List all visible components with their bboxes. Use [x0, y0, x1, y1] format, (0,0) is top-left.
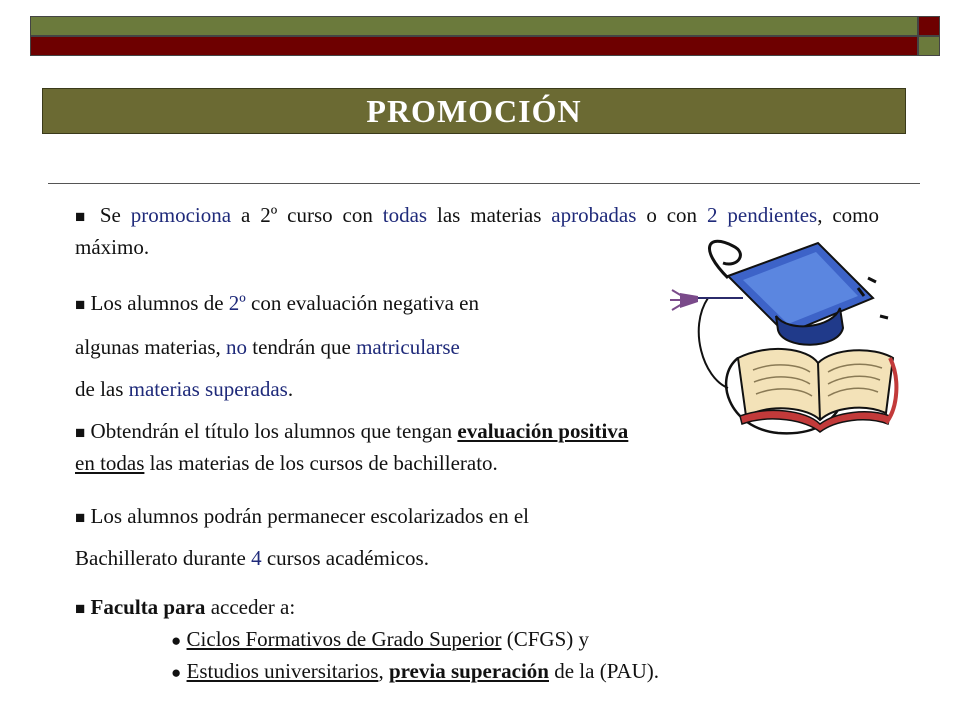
text: Bachillerato durante — [75, 546, 252, 570]
text: o con — [636, 203, 707, 227]
text: de las — [75, 377, 129, 401]
text: Se — [89, 203, 131, 227]
text-previa-superacion: previa superación — [388, 659, 549, 683]
graduation-cap-book-icon — [668, 238, 900, 456]
bullet: ● — [171, 631, 182, 650]
text: , — [378, 659, 389, 683]
text-matricularse: matricularse — [356, 335, 460, 359]
text: acceder a: — [205, 595, 296, 619]
line — [75, 368, 675, 410]
text: cursos académicos. — [261, 546, 429, 570]
paragraph-faculta — [75, 592, 835, 688]
line — [75, 282, 675, 326]
text-estudios-universitarios: Estudios universitarios — [186, 659, 379, 683]
text: las materias — [427, 203, 552, 227]
line — [75, 538, 775, 578]
text-evaluacion-positiva: evaluación positiva — [457, 419, 629, 443]
header-band-maroon — [30, 36, 918, 56]
text: tendrán que — [247, 335, 357, 359]
bullet: ■ — [75, 207, 90, 226]
list-item — [75, 656, 835, 688]
text: Obtendrán el título los alumnos que tengan — [85, 419, 458, 443]
text: , como máximo. — [75, 203, 880, 259]
text: Los alumnos de — [85, 291, 229, 315]
text-cfgs: Ciclos Formativos de Grado Superior — [186, 627, 502, 651]
text: Los alumnos podrán permanecer escolarizados en el — [85, 504, 530, 528]
text-faculta-para: Faculta para — [90, 595, 206, 619]
text: con evaluación negativa en — [245, 291, 480, 315]
text-materias-superadas: materias superadas — [128, 377, 288, 401]
text-en-todas: en todas — [75, 451, 145, 475]
text: . — [287, 377, 294, 401]
list-item — [75, 624, 835, 656]
text: de la (PAU). — [548, 659, 660, 683]
bullet: ■ — [75, 295, 86, 314]
line — [75, 592, 835, 624]
text: las materias de los cursos de bachillerato. — [144, 451, 498, 475]
text-second: 2º — [228, 291, 246, 315]
page-title: PROMOCIÓN — [366, 92, 582, 129]
text: (CFGS) y — [501, 627, 590, 651]
bullet: ■ — [75, 423, 86, 442]
text: algunas materias, — [75, 335, 227, 359]
divider — [48, 183, 920, 184]
text-aprobadas: aprobadas — [551, 203, 637, 227]
text: a 2º curso con — [231, 203, 383, 227]
paragraph-permanence — [75, 496, 775, 578]
text-pendientes: pendientes — [727, 203, 818, 227]
text-promociona: promociona — [130, 203, 232, 227]
bullet: ● — [171, 663, 182, 682]
text-two: 2 — [706, 203, 718, 227]
bullet: ■ — [75, 508, 86, 527]
paragraph-negative-evaluation — [75, 282, 675, 410]
title-bar — [42, 88, 906, 134]
line — [75, 496, 775, 538]
text-todas: todas — [382, 203, 428, 227]
corner-square-maroon — [918, 16, 940, 36]
line — [75, 326, 675, 368]
bullet: ■ — [75, 599, 86, 618]
header-band-olive — [30, 16, 918, 36]
text-no: no — [226, 335, 248, 359]
text-four: 4 — [251, 546, 262, 570]
corner-square-olive — [918, 36, 940, 56]
